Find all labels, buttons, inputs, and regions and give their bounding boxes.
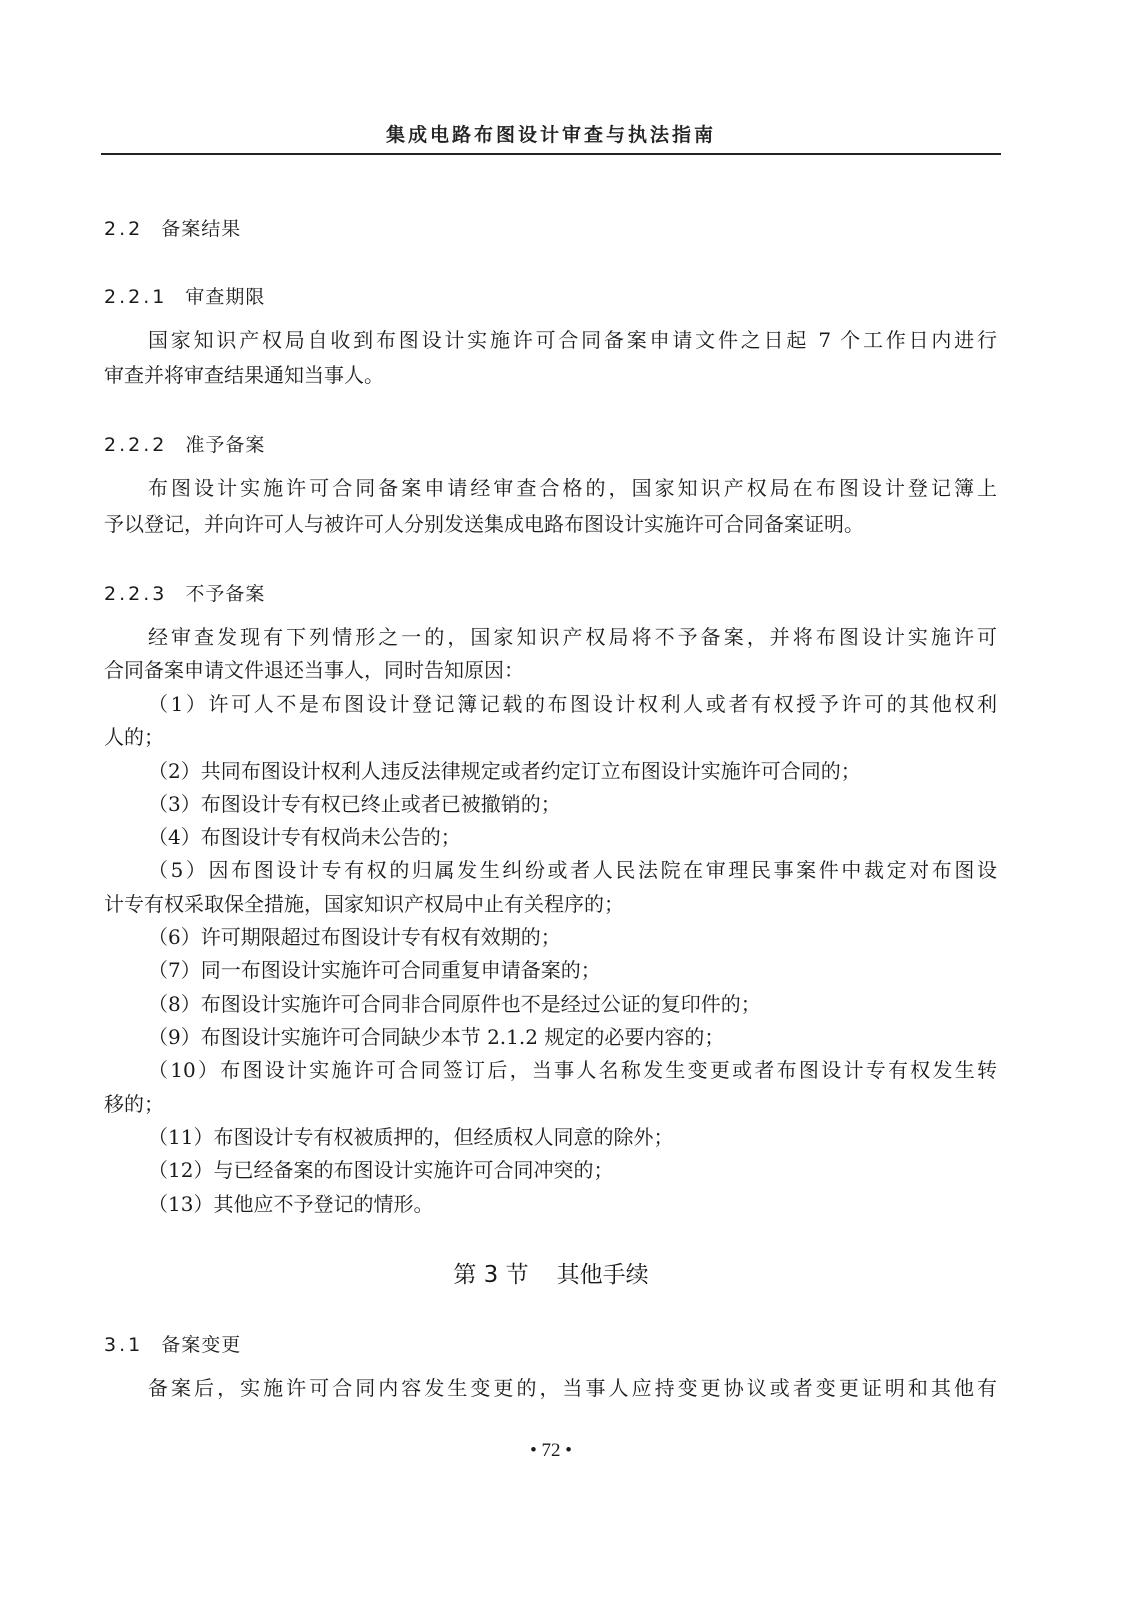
paragraph-line: 备案后，实施许可合同内容发生变更的，当事人应持变更协议或者变更证明和其他有 <box>148 1376 997 1400</box>
list-item-continuation: 计专有权采取保全措施，国家知识产权局中止有关程序的； <box>104 892 624 916</box>
paragraph-line: 审查并将审查结果通知当事人。 <box>104 363 384 387</box>
paragraph-line: 国家知识产权局自收到布图设计实施许可合同备案申请文件之日起 7 个工作日内进行 <box>148 328 997 352</box>
paragraph-line: 予以登记，并向许可人与被许可人分别发送集成电路布图设计实施许可合同备案证明。 <box>104 512 864 536</box>
heading-title: 不予备案 <box>185 583 266 605</box>
heading-number: 2.2.2 <box>104 434 168 456</box>
heading-3-1 <box>104 1330 241 1357</box>
heading-2-2-3 <box>104 579 265 606</box>
heading-2-2-2 <box>104 430 265 457</box>
list-item: （7）同一布图设计实施许可合同重复申请备案的； <box>148 958 601 982</box>
list-item: （1）许可人不是布图设计登记簿记载的布图设计权利人或者有权授予许可的其他权利 <box>148 692 997 716</box>
heading-number: 2.2.1 <box>104 286 168 308</box>
list-item-continuation: 人的； <box>104 725 164 749</box>
paragraph-line: 合同备案申请文件退还当事人，同时告知原因： <box>104 658 524 682</box>
page-number: • 72 • <box>530 1440 572 1461</box>
list-item: （5）因布图设计专有权的归属发生纠纷或者人民法院在审理民事案件中裁定对布图设 <box>148 858 997 882</box>
list-item: （3）布图设计专有权已终止或者已被撤销的； <box>148 792 561 816</box>
section-number: 第 3 节 <box>453 1262 529 1288</box>
heading-2-2 <box>104 214 241 241</box>
running-header: 集成电路布图设计审查与执法指南 <box>385 124 716 146</box>
heading-number: 2.2 <box>104 218 144 240</box>
list-item: （13）其他应不予登记的情形。 <box>148 1192 434 1216</box>
list-item: （9）布图设计实施许可合同缺少本节 2.1.2 规定的必要内容的； <box>148 1025 725 1049</box>
paragraph-line: 经审查发现有下列情形之一的，国家知识产权局将不予备案，并将布图设计实施许可 <box>148 625 997 649</box>
list-item: （8）布图设计实施许可合同非合同原件也不是经过公证的复印件的； <box>148 992 761 1016</box>
heading-title: 准予备案 <box>185 434 266 456</box>
list-item: （11）布图设计专有权被质押的，但经质权人同意的除外； <box>148 1125 674 1149</box>
heading-title: 备案变更 <box>161 1334 242 1356</box>
list-item: （10）布图设计实施许可合同签订后，当事人名称发生变更或者布图设计专有权发生转 <box>148 1058 997 1082</box>
list-item: （4）布图设计专有权尚未公告的； <box>148 825 461 849</box>
heading-number: 3.1 <box>104 1334 144 1356</box>
paragraph-line: 布图设计实施许可合同备案申请经审查合格的，国家知识产权局在布图设计登记簿上 <box>148 476 997 500</box>
heading-number: 2.2.3 <box>104 583 168 605</box>
list-item: （12）与已经备案的布图设计实施许可合同冲突的； <box>148 1158 614 1182</box>
section-title <box>101 1256 1001 1289</box>
heading-title: 备案结果 <box>161 218 242 240</box>
list-item: （6）许可期限超过布图设计专有权有效期的； <box>148 925 561 949</box>
section-heading: 其他手续 <box>556 1262 649 1288</box>
list-item-continuation: 移的； <box>104 1092 164 1116</box>
header-rule <box>101 153 1001 155</box>
heading-title: 审查期限 <box>185 286 266 308</box>
heading-2-2-1 <box>104 282 265 309</box>
list-item: （2）共同布图设计权利人违反法律规定或者约定订立布图设计实施许可合同的； <box>148 759 861 783</box>
